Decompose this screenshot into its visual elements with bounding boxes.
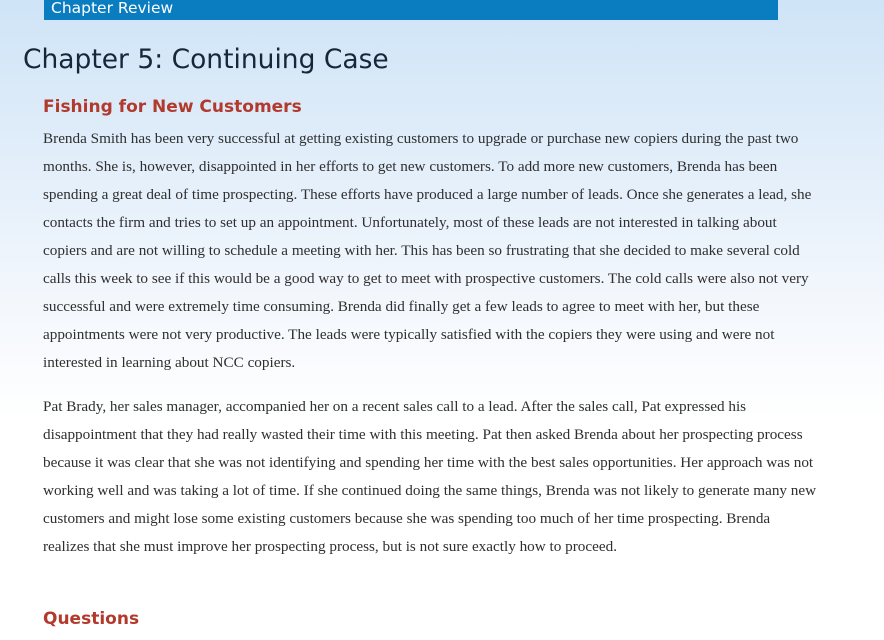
page-title: Chapter 5: Continuing Case: [23, 44, 389, 75]
case-paragraph-2: Pat Brady, her sales manager, accompanied her on a recent sales call to a lead. After the sales call, Pat expressed his disappointment that they had really wasted their time with this meeting. Pat then asked Brenda about her prospecting process because it was clear that she was not identifying and spending her time with the best sales opportunities. Her approach was not working well and was taking a lot of time. If she continued doing the same things, Brenda was not likely to generate many new customers and might lose some existing customers because she was spending too much of her time prospecting. Brenda realizes that she must improve her prospecting process, but is not sure exactly how to proceed.: [43, 398, 817, 555]
banner-label: Chapter Review: [51, 0, 174, 17]
chapter-review-banner: [44, 0, 778, 20]
case-heading: Fishing for New Customers: [43, 97, 302, 117]
questions-heading: Questions: [43, 609, 140, 629]
case-paragraph-1: Brenda Smith has been very successful at getting existing customers to upgrade or purchase new copiers during the past two months. She is, however, disappointed in her efforts to get new customers. To add more new customers, Brenda has been spending a great deal of time prospecting. These efforts have produced a large number of leads. Once she generates a lead, she contacts the firm and tries to set up an appointment. Unfortunately, most of these leads are not interested in talking about copiers and are not willing to schedule a meeting with her. This has been so frustrating that she decided to make several cold calls this week to see if this would be a good way to get to meet with prospective customers. The cold calls were also not very successful and were extremely time consuming. Brenda did finally get a few leads to agree to meet with her, but these appointments were not very productive. The leads were typically satisfied with the copiers they were using and were not interested in learning about NCC copiers.: [43, 130, 812, 371]
